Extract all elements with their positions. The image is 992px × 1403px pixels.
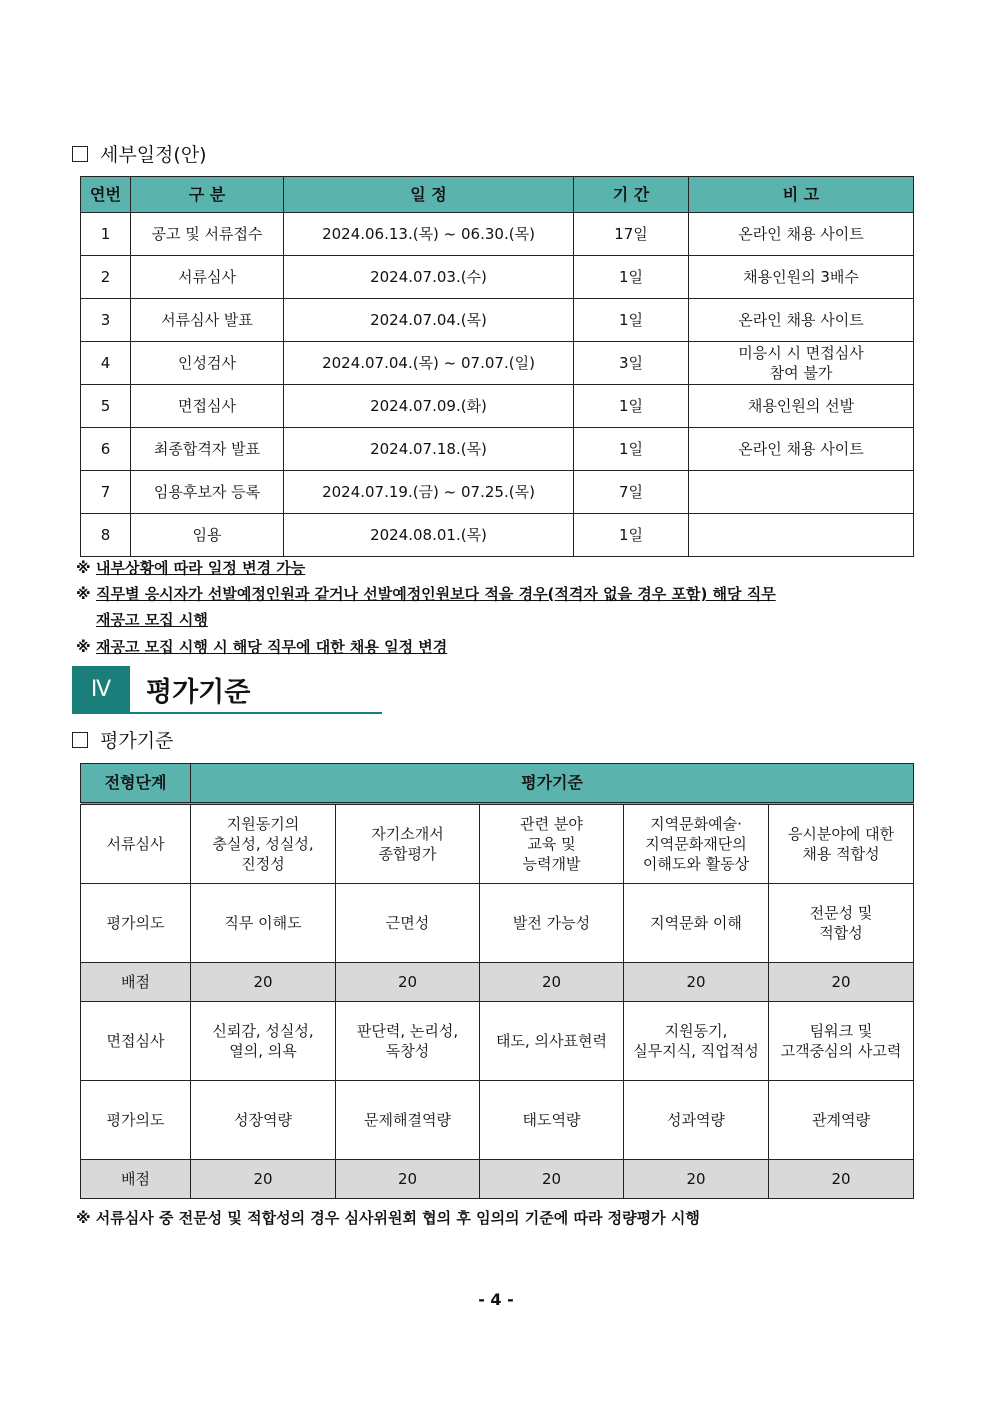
schedule-cell: 4 — [81, 342, 131, 385]
schedule-cell: 2024.07.09.(화) — [284, 385, 574, 428]
eval-row-label: 배점 — [81, 963, 191, 1002]
schedule-cell: 1 — [81, 213, 131, 256]
schedule-cell: 2 — [81, 256, 131, 299]
square-bullet-icon — [72, 732, 88, 748]
schedule-row — [81, 514, 914, 557]
eval-row-label: 배점 — [81, 1160, 191, 1199]
eval-cell: 판단력, 논리성, 독창성 — [336, 1002, 480, 1081]
footnote: ※ 서류심사 중 전문성 및 적합성의 경우 심사위원회 협의 후 임의의 기준에 따라 정량평가 시행 — [76, 1209, 700, 1227]
schedule-cell: 면접심사 — [131, 385, 284, 428]
eval-score-row — [81, 963, 914, 1002]
evaluation-table — [80, 763, 914, 1199]
schedule-cell: 7일 — [574, 471, 689, 514]
eval-cell: 지원동기의 충실성, 성실성, 진정성 — [191, 804, 336, 884]
schedule-cell: 1일 — [574, 299, 689, 342]
schedule-cell: 2024.07.03.(수) — [284, 256, 574, 299]
eval-intent-row — [81, 884, 914, 963]
schedule-cell: 3 — [81, 299, 131, 342]
eval-body — [81, 804, 914, 1199]
chapter-title: 평가기준 — [146, 677, 251, 708]
schedule-cell: 1일 — [574, 428, 689, 471]
schedule-cell: 공고 및 서류접수 — [131, 213, 284, 256]
note-mark: ※ — [76, 638, 91, 656]
schedule-header: 일 정 — [284, 177, 574, 213]
square-bullet-icon — [72, 146, 88, 162]
eval-cell: 전문성 및 적합성 — [769, 884, 914, 963]
eval-cell: 20 — [480, 1160, 624, 1199]
eval-score-row — [81, 1160, 914, 1199]
schedule-cell — [689, 514, 914, 557]
schedule-cell: 2024.07.18.(목) — [284, 428, 574, 471]
eval-cell: 20 — [480, 963, 624, 1002]
schedule-cell: 채용인원의 3배수 — [689, 256, 914, 299]
schedule-row — [81, 342, 914, 385]
eval-cell: 발전 가능성 — [480, 884, 624, 963]
page-number: - 4 - — [478, 1290, 514, 1309]
schedule-header: 구 분 — [131, 177, 284, 213]
schedule-cell: 2024.07.04.(목) ~ 07.07.(일) — [284, 342, 574, 385]
schedule-body — [81, 213, 914, 557]
eval-cell: 팀워크 및 고객중심의 사고력 — [769, 1002, 914, 1081]
eval-cell: 지역문화 이해 — [624, 884, 769, 963]
chapter-number: Ⅳ — [72, 666, 130, 712]
schedule-cell: 최종합격자 발표 — [131, 428, 284, 471]
schedule-cell: 온라인 채용 사이트 — [689, 299, 914, 342]
schedule-cell: 온라인 채용 사이트 — [689, 428, 914, 471]
schedule-cell: 17일 — [574, 213, 689, 256]
schedule-cell — [689, 471, 914, 514]
eval-criteria-row — [81, 1002, 914, 1081]
eval-header-stage: 전형단계 — [81, 764, 191, 804]
schedule-cell: 서류심사 — [131, 256, 284, 299]
schedule-cell: 임용후보자 등록 — [131, 471, 284, 514]
eval-cell: 20 — [624, 963, 769, 1002]
eval-cell: 성과역량 — [624, 1081, 769, 1160]
note-item: ※ 직무별 응시자가 선발예정인원과 같거나 선발예정인원보다 적을 경우(적격자 없을 경우 포함) 해당 직무 — [76, 585, 776, 603]
eval-row-label: 서류심사 — [81, 804, 191, 884]
schedule-cell: 2024.07.04.(목) — [284, 299, 574, 342]
schedule-cell: 채용인원의 선발 — [689, 385, 914, 428]
schedule-cell: 2024.06.13.(목) ~ 06.30.(목) — [284, 213, 574, 256]
schedule-cell: 인성검사 — [131, 342, 284, 385]
schedule-row — [81, 256, 914, 299]
note-item: ※ 내부상황에 따라 일정 변경 가능 — [76, 559, 306, 577]
schedule-cell: 5 — [81, 385, 131, 428]
eval-header-criteria: 평가기준 — [191, 764, 914, 804]
eval-cell: 태도역량 — [480, 1081, 624, 1160]
schedule-row — [81, 299, 914, 342]
schedule-cell: 1일 — [574, 514, 689, 557]
schedule-cell: 임용 — [131, 514, 284, 557]
schedule-section-heading — [72, 140, 207, 167]
eval-cell: 태도, 의사표현력 — [480, 1002, 624, 1081]
note-mark: ※ — [76, 559, 91, 577]
chapter-banner — [72, 666, 382, 714]
eval-cell: 관계역량 — [769, 1081, 914, 1160]
eval-cell: 20 — [191, 963, 336, 1002]
schedule-table — [80, 176, 914, 557]
eval-cell: 근면성 — [336, 884, 480, 963]
schedule-section-title: 세부일정(안) — [100, 144, 207, 166]
note-mark: ※ — [76, 585, 91, 603]
eval-cell: 자기소개서 종합평가 — [336, 804, 480, 884]
schedule-cell: 2024.08.01.(목) — [284, 514, 574, 557]
eval-cell: 응시분야에 대한 채용 적합성 — [769, 804, 914, 884]
schedule-row — [81, 428, 914, 471]
eval-criteria-row — [81, 804, 914, 884]
eval-cell: 20 — [336, 963, 480, 1002]
schedule-cell: 7 — [81, 471, 131, 514]
eval-header-row — [81, 764, 914, 804]
schedule-header: 기 간 — [574, 177, 689, 213]
schedule-cell: 3일 — [574, 342, 689, 385]
note-item-continuation: 재공고 모집 시행 — [96, 611, 208, 629]
schedule-cell: 서류심사 발표 — [131, 299, 284, 342]
eval-cell: 지원동기, 실무지식, 직업적성 — [624, 1002, 769, 1081]
schedule-header-row — [81, 177, 914, 213]
eval-cell: 20 — [624, 1160, 769, 1199]
schedule-cell: 8 — [81, 514, 131, 557]
eval-cell: 지역문화예술· 지역문화재단의 이해도와 활동상 — [624, 804, 769, 884]
schedule-header: 비 고 — [689, 177, 914, 213]
eval-cell: 20 — [769, 963, 914, 1002]
eval-row-label: 면접심사 — [81, 1002, 191, 1081]
eval-cell: 관련 분야 교육 및 능력개발 — [480, 804, 624, 884]
eval-cell: 20 — [769, 1160, 914, 1199]
schedule-header: 연번 — [81, 177, 131, 213]
eval-cell: 성장역량 — [191, 1081, 336, 1160]
eval-intent-row — [81, 1081, 914, 1160]
eval-cell: 문제해결역량 — [336, 1081, 480, 1160]
schedule-cell: 1일 — [574, 256, 689, 299]
eval-cell: 직무 이해도 — [191, 884, 336, 963]
schedule-row — [81, 471, 914, 514]
schedule-cell: 6 — [81, 428, 131, 471]
schedule-cell: 미응시 시 면접심사 참여 불가 — [689, 342, 914, 385]
eval-row-label: 평가의도 — [81, 884, 191, 963]
eval-cell: 20 — [191, 1160, 336, 1199]
schedule-row — [81, 213, 914, 256]
schedule-cell: 온라인 채용 사이트 — [689, 213, 914, 256]
eval-row-label: 평가의도 — [81, 1081, 191, 1160]
eval-section-title: 평가기준 — [100, 730, 174, 752]
eval-cell: 20 — [336, 1160, 480, 1199]
eval-cell: 신뢰감, 성실성, 열의, 의욕 — [191, 1002, 336, 1081]
schedule-row — [81, 385, 914, 428]
eval-section-heading — [72, 726, 173, 753]
note-item: ※ 재공고 모집 시행 시 해당 직무에 대한 채용 일정 변경 — [76, 638, 448, 656]
schedule-cell: 1일 — [574, 385, 689, 428]
schedule-cell: 2024.07.19.(금) ~ 07.25.(목) — [284, 471, 574, 514]
